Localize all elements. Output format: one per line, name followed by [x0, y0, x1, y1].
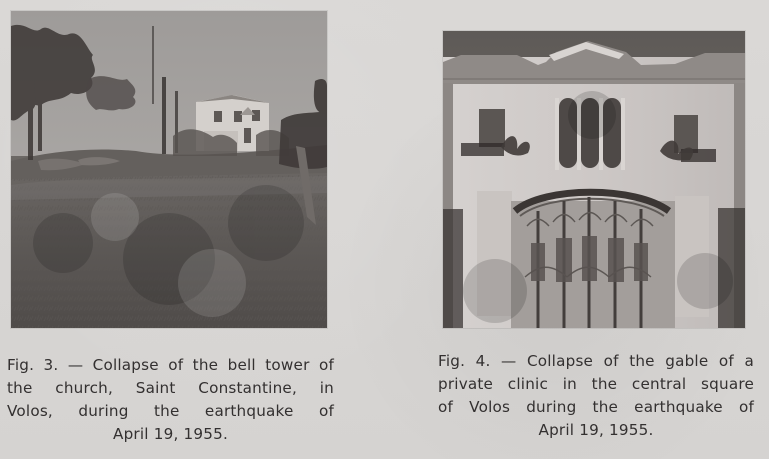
figure-4-caption-line: Fig. 4. — Collapse of the gable of a: [438, 352, 754, 370]
figure-3-caption: [7, 354, 334, 446]
clinic-facade-photo: [443, 31, 745, 328]
figure-3-caption-line: Volos, during the earthquake of: [7, 402, 334, 420]
bell-tower-photo-art: [11, 11, 327, 328]
figure-3-caption-line: April 19, 1955.: [112, 425, 228, 443]
figure-4-caption-line: of Volos during the earthquake of: [438, 398, 754, 416]
figure-3-caption-line: Fig. 3. — Collapse of the bell tower of: [7, 356, 334, 374]
figure-4-caption-line: April 19, 1955.: [538, 421, 654, 439]
figure-4-caption: [438, 350, 754, 442]
figure-4-caption-line: private clinic in the central square: [438, 375, 754, 393]
figure-3-caption-line: the church, Saint Constantine, in: [7, 379, 334, 397]
bell-tower-photo: [11, 11, 327, 328]
clinic-facade-photo-art: [443, 31, 745, 328]
